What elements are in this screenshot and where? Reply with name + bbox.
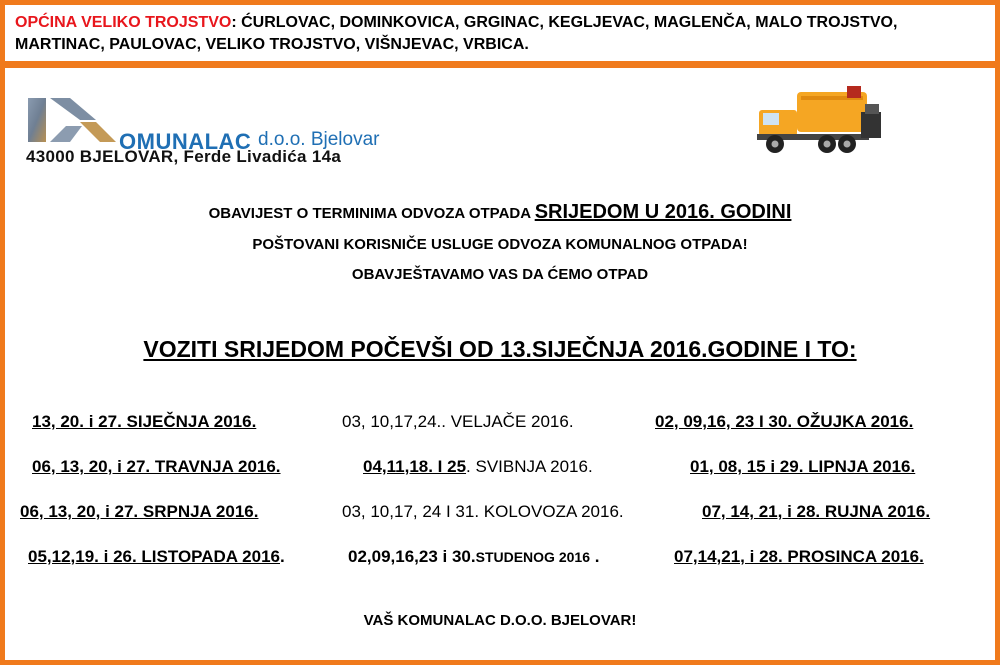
greeting-line: POŠTOVANI KORISNIČE USLUGE ODVOZA KOMUNALNOG OTPADA!	[252, 236, 748, 253]
notice-title-emphasis: SRIJEDOM U 2016. GODINI	[534, 201, 792, 223]
schedule-row-3	[0, 502, 1000, 532]
inform-line: OBAVJEŠTAVAMO VAS DA ĆEMO OTPAD	[351, 266, 649, 283]
date-january: 13, 20. i 27. SIJEČNJA 2016.	[32, 412, 257, 431]
signature-line: VAŠ KOMUNALAC D.O.O. BJELOVAR!	[363, 612, 637, 629]
date-july: 06, 13, 20, i 27. SRPNJA 2016.	[20, 502, 259, 521]
date-june: 01, 08, 15 i 29. LIPNJA 2016.	[690, 457, 916, 476]
notice-title	[0, 201, 1000, 224]
date-september: 07, 14, 21, i 28. RUJNA 2016.	[702, 502, 931, 521]
date-may-days: 04,11,18. I 25	[363, 457, 467, 476]
date-november-month: STUDENOG 2016	[475, 549, 590, 565]
date-november-days: 02,09,16,23 i 30.	[348, 547, 476, 566]
municipality-name: OPĆINA VELIKO TROJSTVO	[15, 14, 232, 31]
date-may-month: . SVIBNJA 2016.	[466, 457, 593, 476]
municipality-header	[5, 5, 995, 61]
date-november	[348, 547, 599, 567]
garbage-truck-icon	[757, 82, 885, 162]
date-february: 03, 10,17,24.. VELJAČE 2016.	[342, 412, 574, 431]
header-separator	[0, 61, 1000, 68]
schedule-headline: VOZITI SRIJEDOM POČEVŠI OD 13.SIJEČNJA 2016.GODINE I TO:	[143, 336, 857, 362]
date-may	[363, 457, 593, 477]
date-december: 07,14,21, i 28. PROSINCA 2016.	[674, 547, 924, 566]
schedule-row-4	[0, 547, 1000, 577]
company-name: OMUNALAC	[119, 129, 252, 154]
village-list: ĆURLOVAC, DOMINKOVICA, GRGINAC, KEGLJEVAC, MAGLENČA, MALO TROJSTVO, MARTINAC, PAULOVAC, VELIKO TROJSTVO, VIŠNJEVAC, VRBICA.	[15, 14, 898, 53]
company-suffix: d.o.o. Bjelovar	[258, 129, 380, 150]
date-august: 03, 10,17, 24 I 31. KOLOVOZA 2016.	[342, 502, 624, 521]
date-october-text: 05,12,19. i 26. LISTOPADA 2016	[28, 547, 280, 566]
date-march: 02, 09,16, 23 I 30. OŽUJKA 2016.	[655, 412, 914, 431]
company-address: 43000 BJELOVAR, Ferde Livadića 14a	[26, 147, 342, 166]
date-april: 06, 13, 20, i 27. TRAVNJA 2016.	[32, 457, 281, 476]
date-october	[28, 547, 285, 567]
company-logo	[26, 96, 396, 166]
schedule-row-2	[0, 457, 1000, 487]
komunalac-k-logo-icon	[26, 96, 121, 148]
date-october-dot: .	[280, 547, 285, 566]
schedule-row-1	[0, 412, 1000, 442]
date-november-dot: .	[589, 547, 600, 566]
header-colon: :	[231, 14, 237, 31]
notice-title-prefix: OBAVIJEST O TERMINIMA ODVOZA OTPADA	[208, 205, 535, 222]
